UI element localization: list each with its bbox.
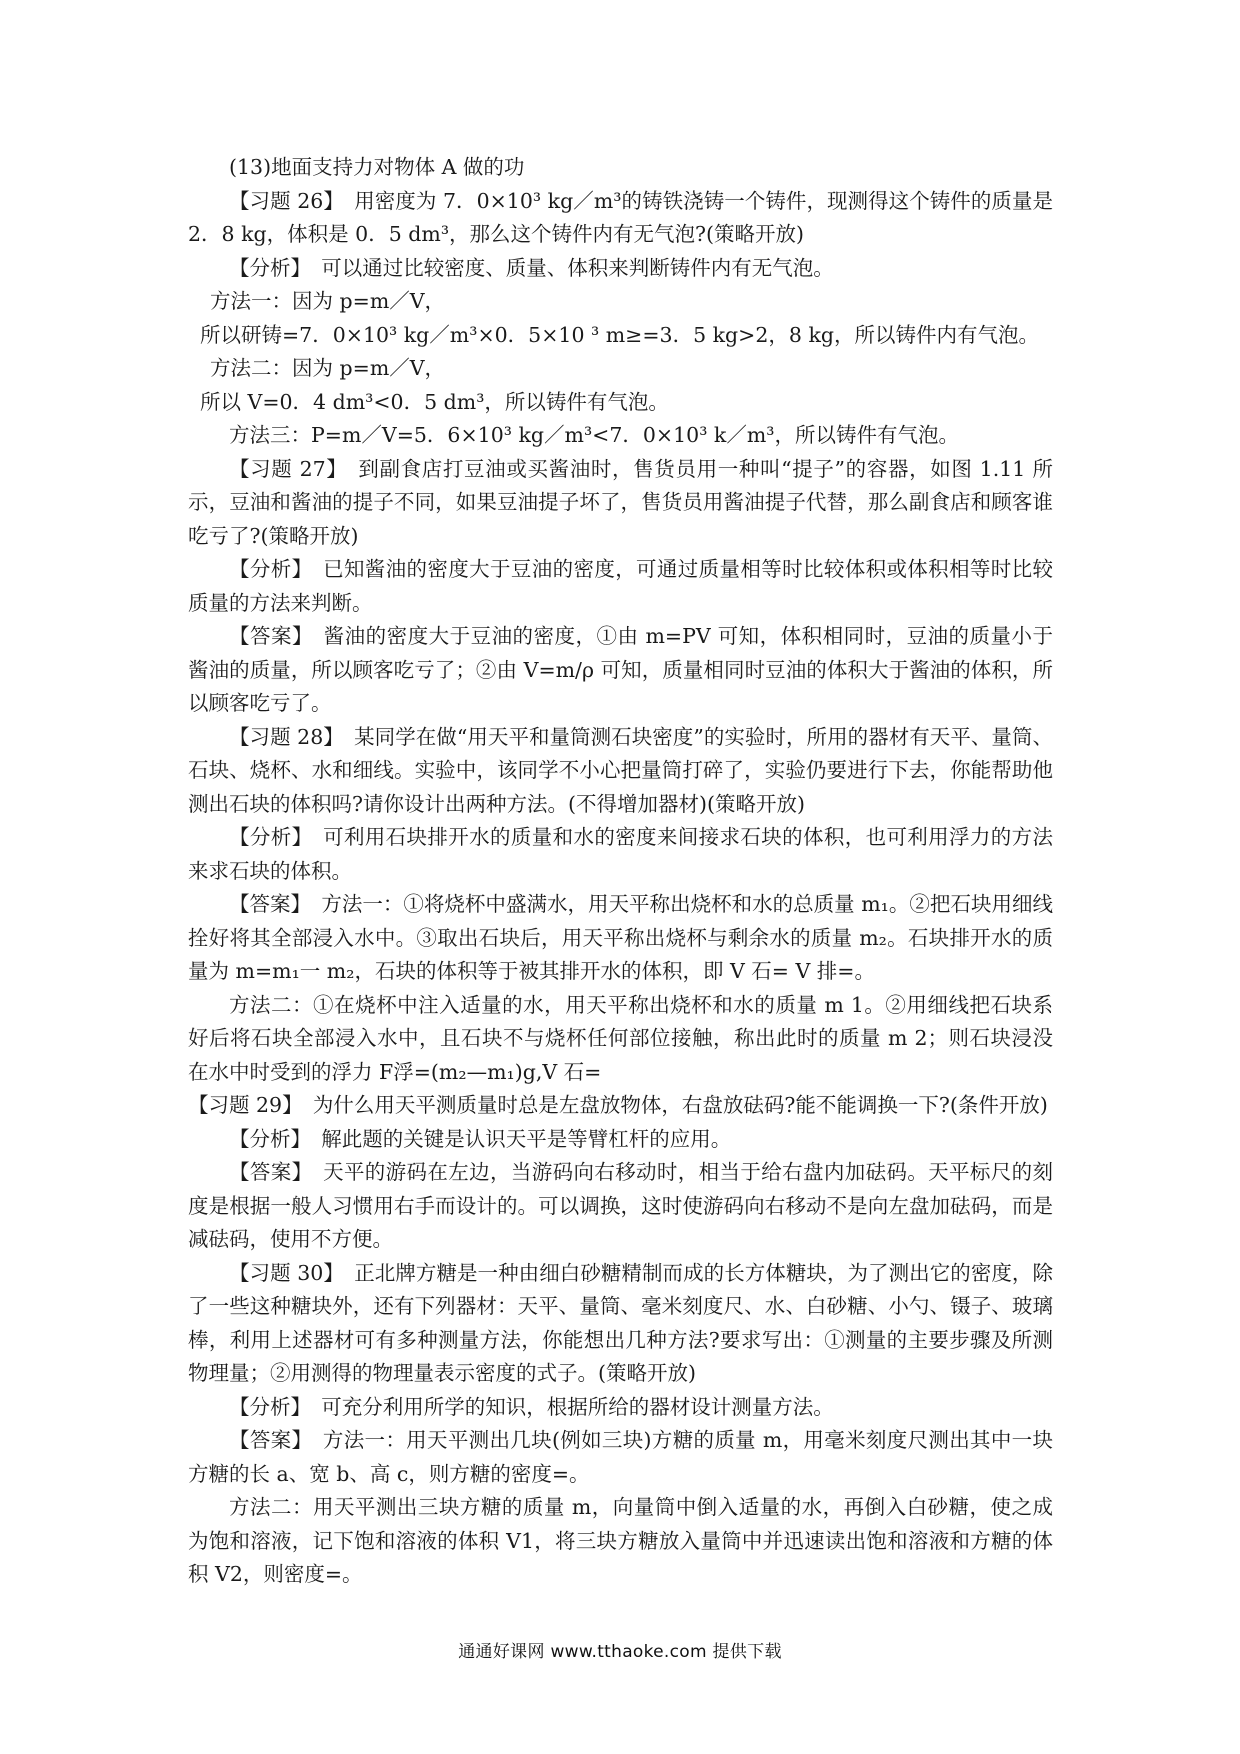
- paragraph: 【习题 29】 为什么用天平测质量时总是左盘放物体，右盘放砝码?能不能调换一下?(条件开放): [188, 1093, 1048, 1117]
- paragraph: 【分析】 解此题的关键是认识天平是等臂杠杆的应用。: [229, 1126, 732, 1151]
- paragraph: 【习题 26】 用密度为 7．0×10³ kg／m³的铸铁浇铸一个铸件，现测得这个铸件的质量是 2．8 kg，体积是 0．5 dm³，那么这个铸件内有无气泡?(策略开放): [188, 188, 1053, 246]
- paragraph: 方法二：用天平测出三块方糖的质量 m，向量筒中倒入适量的水，再倒入白砂糖，使之成为饱和溶液，记下饱和溶液的体积 V1，将三块方糖放入量筒中并迅速读出饱和溶液和方糖的体积 V2，则密度=。: [188, 1495, 1053, 1586]
- paragraph: 方法一：因为 p=m／V，: [210, 289, 446, 313]
- paragraph: 【分析】 可以通过比较密度、质量、体积来判断铸件内有无气泡。: [229, 255, 834, 280]
- paragraph: 【习题 30】 正北牌方糖是一种由细白砂糖精制而成的长方体糖块，为了测出它的密度，除了一些这种糖块外，还有下列器材：天平、量筒、毫米刻度尺、水、白砂糖、小勺、镊子、玻璃棒，利用上述器材可有多种测量方法，你能想出几种方法?要求写出：①测量的主要步骤及所测物理量；②用测得的物理量表示密度的式子。(策略开放): [188, 1260, 1053, 1385]
- paragraph: 方法二：①在烧杯中注入适量的水，用天平称出烧杯和水的质量 m 1。②用细线把石块系好后将石块全部浸入水中，且石块不与烧杯任何部位接触，称出此时的质量 m 2；则石块浸没在水中时受到的浮力 F浮=(m₂—m₁)g,V 石=: [188, 992, 1053, 1084]
- paragraph: 【分析】 已知酱油的密度大于豆油的密度，可通过质量相等时比较体积或体积相等时比较质量的方法来判断。: [188, 557, 1053, 615]
- paragraph: 【答案】 方法一：用天平测出几块(例如三块)方糖的质量 m，用毫米刻度尺测出其中一块方糖的长 a、宽 b、高 c，则方糖的密度=。: [188, 1428, 1053, 1486]
- paragraph: 方法二：因为 p=m／V，: [210, 356, 446, 380]
- paragraph: 方法三：P=m／V=5．6×10³ kg／m³<7．0×10³ k／m³，所以铸件有气泡。: [229, 423, 960, 447]
- document-body: [188, 151, 1053, 1592]
- paragraph: 【分析】 可利用石块排开水的质量和水的密度来间接求石块的体积，也可利用浮力的方法来求石块的体积。: [188, 825, 1053, 883]
- paragraph: 【习题 27】 到副食店打豆油或买酱油时，售货员用一种叫“提子”的容器，如图 1.11 所示，豆油和酱油的提子不同，如果豆油提子坏了，售货员用酱油提子代替，那么副食店和顾客谁吃亏了?(策略开放): [188, 456, 1053, 548]
- page-footer: 通通好课网 www.tthaoke.com 提供下载: [458, 1642, 782, 1662]
- paragraph: 【答案】 方法一：①将烧杯中盛满水，用天平称出烧杯和水的总质量 m₁。②把石块用细线拴好将其全部浸入水中。③取出石块后，用天平称出烧杯与剩余水的质量 m₂。石块排开水的质量为 m=m₁一 m₂，石块的体积等于被其排开水的体积，即 V 石= V 排=。: [188, 892, 1053, 983]
- paragraph: 【习题 28】 某同学在做“用天平和量筒测石块密度”的实验时，所用的器材有天平、量筒、石块、烧杯、水和细线。实验中，该同学不小心把量筒打碎了，实验仍要进行下去，你能帮助他测出石块的体积吗?请你设计出两种方法。(不得增加器材)(策略开放): [188, 724, 1053, 816]
- paragraph: 所以 V=0．4 dm³<0．5 dm³，所以铸件有气泡。: [200, 389, 669, 414]
- paragraph: (13)地面支持力对物体 A 做的功: [229, 155, 525, 179]
- paragraph: 【答案】 酱油的密度大于豆油的密度，①由 m=PV 可知，体积相同时，豆油的质量小于酱油的质量，所以顾客吃亏了；②由 V=m/ρ 可知，质量相同时豆油的体积大于酱油的体积，所以顾客吃亏了。: [188, 624, 1053, 715]
- paragraph: 【分析】 可充分利用所学的知识，根据所给的器材设计测量方法。: [229, 1394, 834, 1419]
- paragraph: 所以研铸=7．0×10³ kg／m³×0．5×10 ³ m≥=3．5 kg>2，8 kg，所以铸件内有气泡。: [200, 322, 1039, 347]
- paragraph: 【答案】 天平的游码在左边，当游码向右移动时，相当于给右盘内加砝码。天平标尺的刻度是根据一般人习惯用右手而设计的。可以调换，这时使游码向右移动不是向左盘加砝码，而是减砝码，使用不方便。: [188, 1160, 1053, 1251]
